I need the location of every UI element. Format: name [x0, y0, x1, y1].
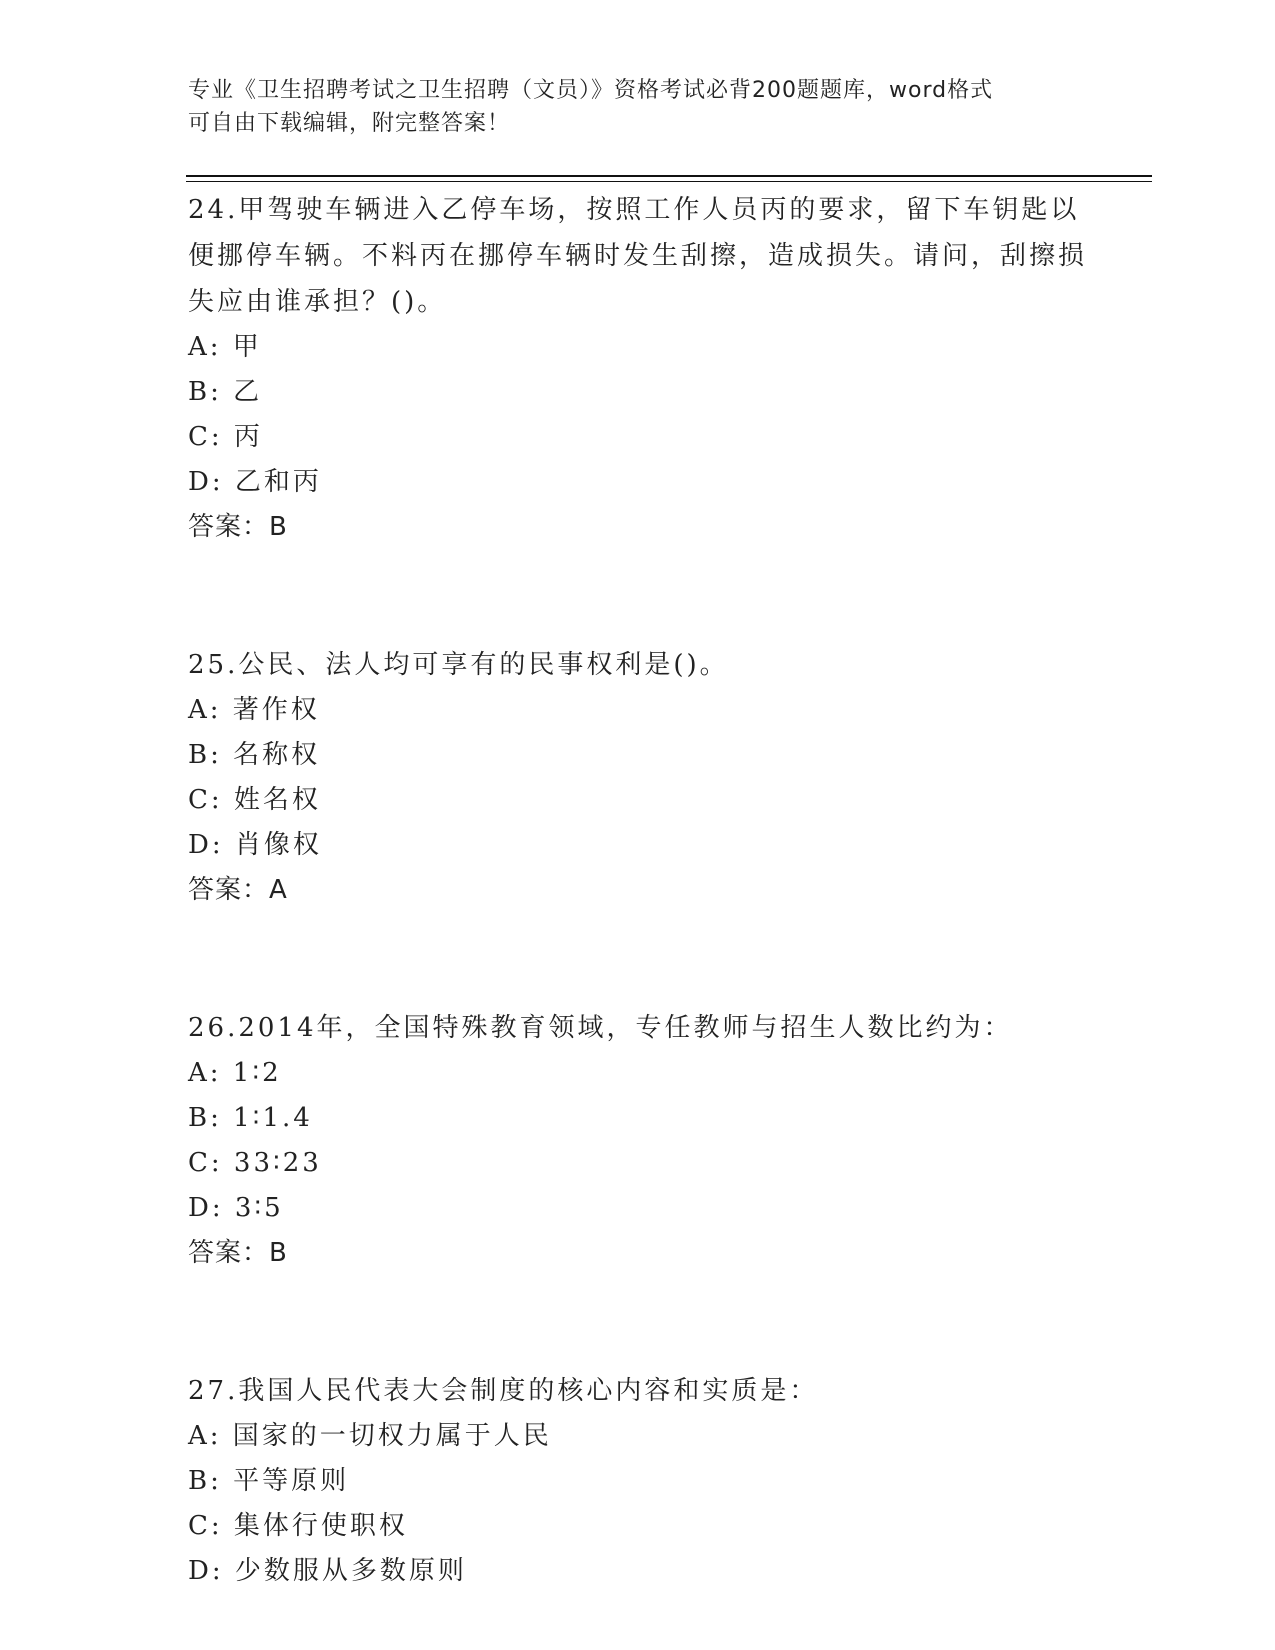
option-b: B: 1∶1.4 [188, 1103, 313, 1133]
option-b: B: 乙 [188, 377, 263, 407]
option-d: D: 肖像权 [188, 830, 322, 860]
question-stem: 26.2014年，全国特殊教育领域，专任教师与招生人数比约为： [188, 1013, 1013, 1043]
header-divider-thin [186, 181, 1152, 182]
option-d: D: 乙和丙 [188, 467, 322, 497]
question-27 [188, 1368, 1088, 1594]
header-divider-thick [186, 175, 1152, 177]
option-a: A: 甲 [188, 332, 262, 362]
option-a: A: 1∶2 [188, 1058, 282, 1088]
answer: 答案：B [188, 512, 288, 542]
answer: 答案：A [188, 875, 288, 905]
question-list [188, 187, 1088, 1594]
option-d: D: 少数服从多数原则 [188, 1556, 467, 1586]
question-25 [188, 642, 1088, 913]
option-c: C: 集体行使职权 [188, 1511, 408, 1541]
question-stem: 24.甲驾驶车辆进入乙停车场，按照工作人员丙的要求，留下车钥匙以便挪停车辆。不料丙在挪停车辆时发生刮擦，造成损失。请问，刮擦损失应由谁承担？()。 [188, 195, 1088, 317]
option-c: C: 姓名权 [188, 785, 321, 815]
option-c: C: 丙 [188, 422, 263, 452]
question-24 [188, 187, 1088, 550]
question-stem: 25.公民、法人均可享有的民事权利是()。 [188, 650, 729, 680]
document-header [188, 74, 1068, 140]
option-d: D: 3∶5 [188, 1193, 284, 1223]
option-c: C: 33∶23 [188, 1148, 322, 1178]
header-line-2: 可自由下载编辑，附完整答案！ [188, 111, 511, 136]
question-26 [188, 1005, 1088, 1276]
option-a: A: 国家的一切权力属于人民 [188, 1421, 552, 1451]
option-b: B: 平等原则 [188, 1466, 350, 1496]
option-b: B: 名称权 [188, 740, 321, 770]
question-stem: 27.我国人民代表大会制度的核心内容和实质是： [188, 1376, 819, 1406]
header-line-1: 专业《卫生招聘考试之卫生招聘（文员）》资格考试必背200题题库，word格式 [188, 78, 994, 103]
answer: 答案：B [188, 1238, 288, 1268]
option-a: A: 著作权 [188, 695, 320, 725]
